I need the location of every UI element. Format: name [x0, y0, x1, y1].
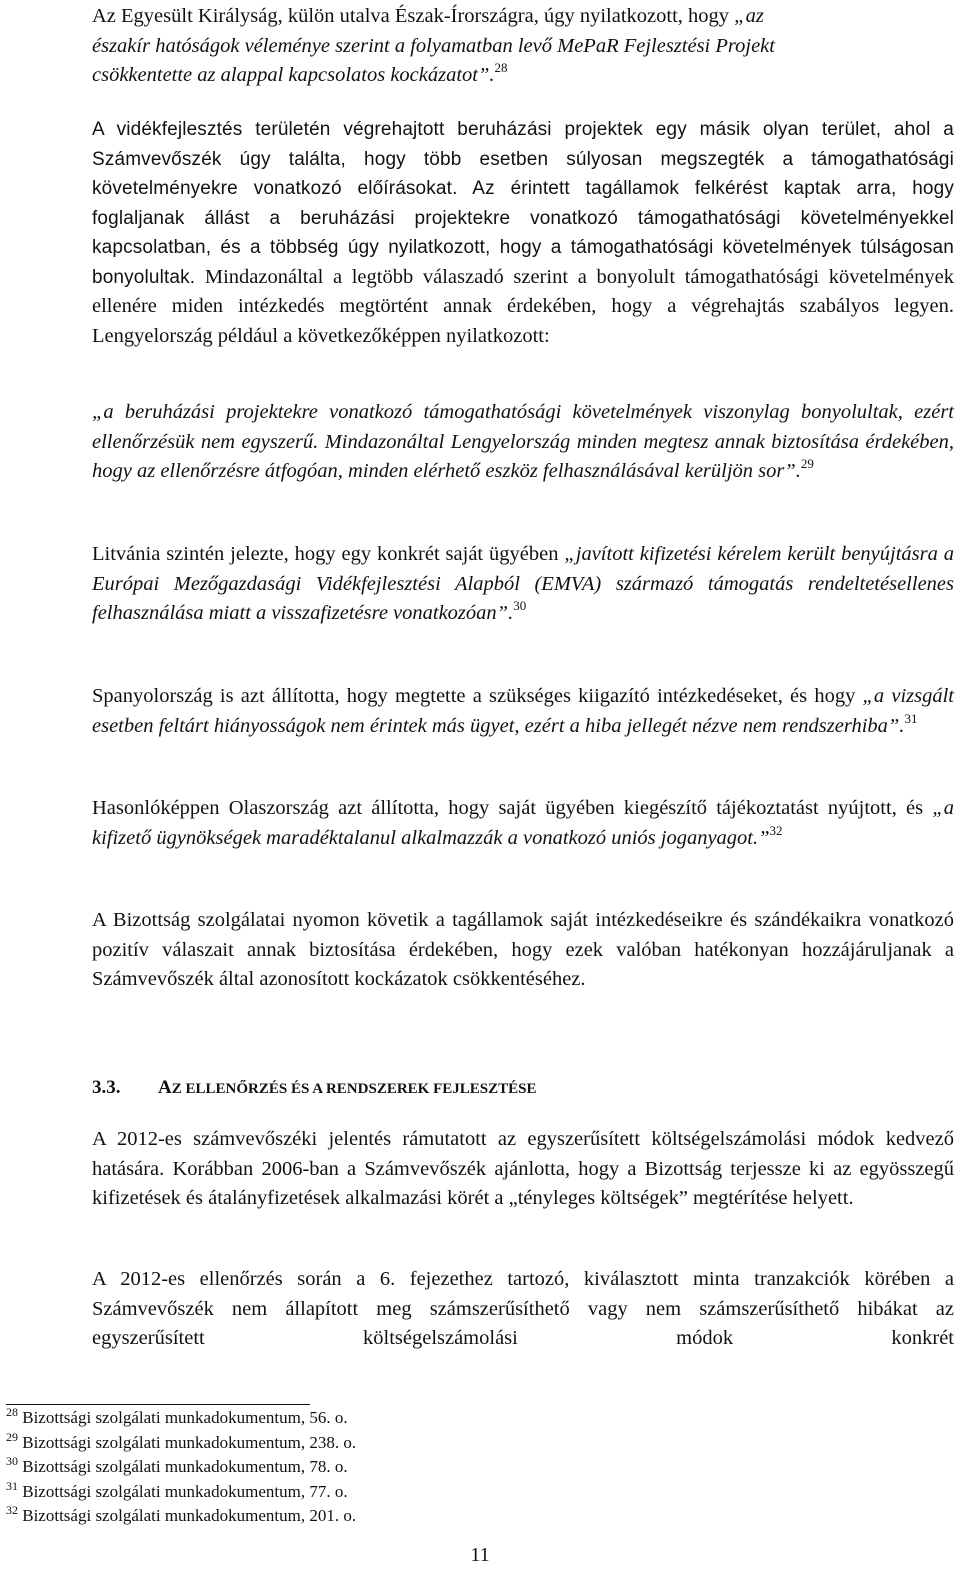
- paragraph-2012-report: [92, 1125, 954, 1214]
- footnote-text: Bizottsági szolgálati munkadokumentum, 238. o.: [22, 1432, 357, 1452]
- quote-text: északír hatóságok véleménye szerint a folyamatban levő MePaR Fejlesztési Projekt: [92, 34, 775, 57]
- paragraph-uk: [92, 2, 954, 91]
- paragraph-text-sans: A vidékfejlesztés területén végrehajtott beruházási projektek egy másik olyan terület, ahol a Számvevőszék úgy találta, hogy több esetben súlyosan megszegték a támogathatósági követelményekre vonatkozó előírásokat.: [92, 119, 954, 199]
- quote-text: csökkentette az alappal kapcsolatos kockázatot”.: [92, 64, 495, 86]
- footnote: [6, 1455, 706, 1480]
- footnote-separator: [6, 1404, 310, 1405]
- footnote-list: [6, 1406, 706, 1529]
- footnote-ref: 31: [904, 710, 918, 726]
- footnote-text: Bizottsági szolgálati munkadokumentum, 201. o.: [22, 1506, 357, 1526]
- paragraph-commission: [92, 906, 954, 995]
- footnote-number: 29: [6, 1429, 18, 1444]
- section-heading: [92, 1074, 954, 1103]
- footnote: [6, 1504, 706, 1529]
- footnote-number: 28: [6, 1405, 18, 1419]
- footnote-text: Bizottsági szolgálati munkadokumentum, 56. o.: [22, 1408, 348, 1427]
- paragraph-spain: [92, 682, 954, 741]
- paragraph-text-sans: Az érintett tagállamok felkérést kaptak arra, hogy foglaljanak állást a beruházási projektekre vonatkozó támogathatósági követelményekkel kapcsolatban, és a többség úgy nyilatkozott, hogy a támogathatósági követelmények túlságosan bonyolultak.: [92, 178, 954, 288]
- paragraph-text: Az Egyesült Királyság, külön utalva Észak-Írországra, úgy nyilatkozott, hogy: [92, 5, 735, 27]
- paragraph-text: A Bizottság szolgálatai nyomon követik a tagállamok saját intézkedéseikre és szándékaikra vonatkozó pozitív válaszait annak biztosítása érdekében, hogy ezek valóban hatékonyan hozzájáruljanak a Számvevőszék által azonosított kockázatok csökkentéséhez.: [92, 909, 954, 990]
- paragraph-lithuania: [92, 540, 954, 629]
- footnote-ref: 28: [494, 60, 508, 75]
- paragraph-text: Hasonlóképpen Olaszország azt állította, hogy saját ügyében kiegészítő tájékoztatást nyújtott, és: [92, 797, 933, 819]
- quote-text: „a beruházási projektekre vonatkozó támogathatósági követelmények viszonylag bonyolultak, ezért ellenőrzésük nem egyszerű. Mindazonáltal Lengyelország minden megtesz annak biztosítása érdekében, hogy az ellenőrzésre átfogóan, minden elérhető eszköz felhasználásával kerüljön sor”.: [92, 401, 954, 482]
- footnote-ref: 29: [800, 456, 814, 471]
- paragraph-text: A 2012-es számvevőszéki jelentés rámutatott az egyszerűsített költségelszámolási módok kedvező hatására. Korábban 2006-ban a Számvevőszék ajánlotta, hogy a Bizottság terjessze ki az egyösszegű kifizetések és átalányfizetések alkalmazási körét a „tényleges költségek” megtérítése helyett.: [92, 1128, 954, 1209]
- footnote-number: 32: [6, 1503, 18, 1518]
- quote-text: „a vizsgált esetben feltárt hiányosságok nem érintek más ügyet, ezért a hiba jellegét nézve nem rendszerhiba”.: [92, 685, 954, 737]
- paragraph-text: Litvánia szintén jelezte, hogy egy konkrét saját ügyében: [92, 543, 565, 565]
- quote-poland: [92, 398, 954, 487]
- paragraph-text: Spanyolország is azt állította, hogy megtette a szükséges kiigazító intézkedéseket, és hogy: [92, 685, 863, 707]
- footnote-number: 31: [6, 1478, 18, 1493]
- paragraph-text: A 2012-es ellenőrzés során a 6. fejezethez tartozó, kiválasztott minta tranzakciók körében a Számvevőszék nem állapított meg számszerűsíthető vagy nem számszerűsíthető hibákat az egyszerűsített költségelszámolási módok konkrét: [92, 1268, 954, 1349]
- footnote: [6, 1431, 706, 1456]
- section-number: 3.3.: [92, 1077, 121, 1098]
- quote-text: „a kifizető ügynökségek maradéktalanul alkalmazzák a vonatkozó uniós joganyagot.”: [92, 797, 954, 849]
- quote-text: „az: [734, 5, 764, 27]
- footnote-ref: 32: [769, 822, 783, 838]
- section-title-initial: A: [158, 1077, 172, 1098]
- footnote-text: Bizottsági szolgálati munkadokumentum, 78. o.: [22, 1457, 348, 1477]
- footnote: [6, 1480, 706, 1505]
- page-number: 11: [470, 1544, 490, 1566]
- paragraph-italy: [92, 794, 954, 853]
- quote-text: „javított kifizetési kérelem került benyújtásra a Európai Mezőgazdasági Vidékfejlesztési Alapból (EMVA) származó támogatás rendeltetésellenes felhasználása miatt a visszafizetésre vonatkozóan”.: [92, 543, 954, 624]
- paragraph-2012-audit: [92, 1265, 954, 1354]
- footnote-number: 30: [6, 1454, 18, 1469]
- footnote: [6, 1406, 706, 1431]
- footnote-text: Bizottsági szolgálati munkadokumentum, 77. o.: [22, 1481, 348, 1501]
- footnote-ref: 30: [513, 598, 527, 613]
- section-title: Z ELLENŐRZÉS ÉS A RENDSZEREK FEJLESZTÉSE: [171, 1081, 537, 1097]
- paragraph-text: Mindazonáltal a legtöbb válaszadó szerint a bonyolult támogathatósági követelmények ellenére miden intézkedés megtörtént annak érdekében, hogy a végrehajtás szabályos legyen. Lengyelország például a következőképpen nyilatkozott:: [92, 265, 954, 347]
- paragraph-rural-development: [92, 115, 954, 351]
